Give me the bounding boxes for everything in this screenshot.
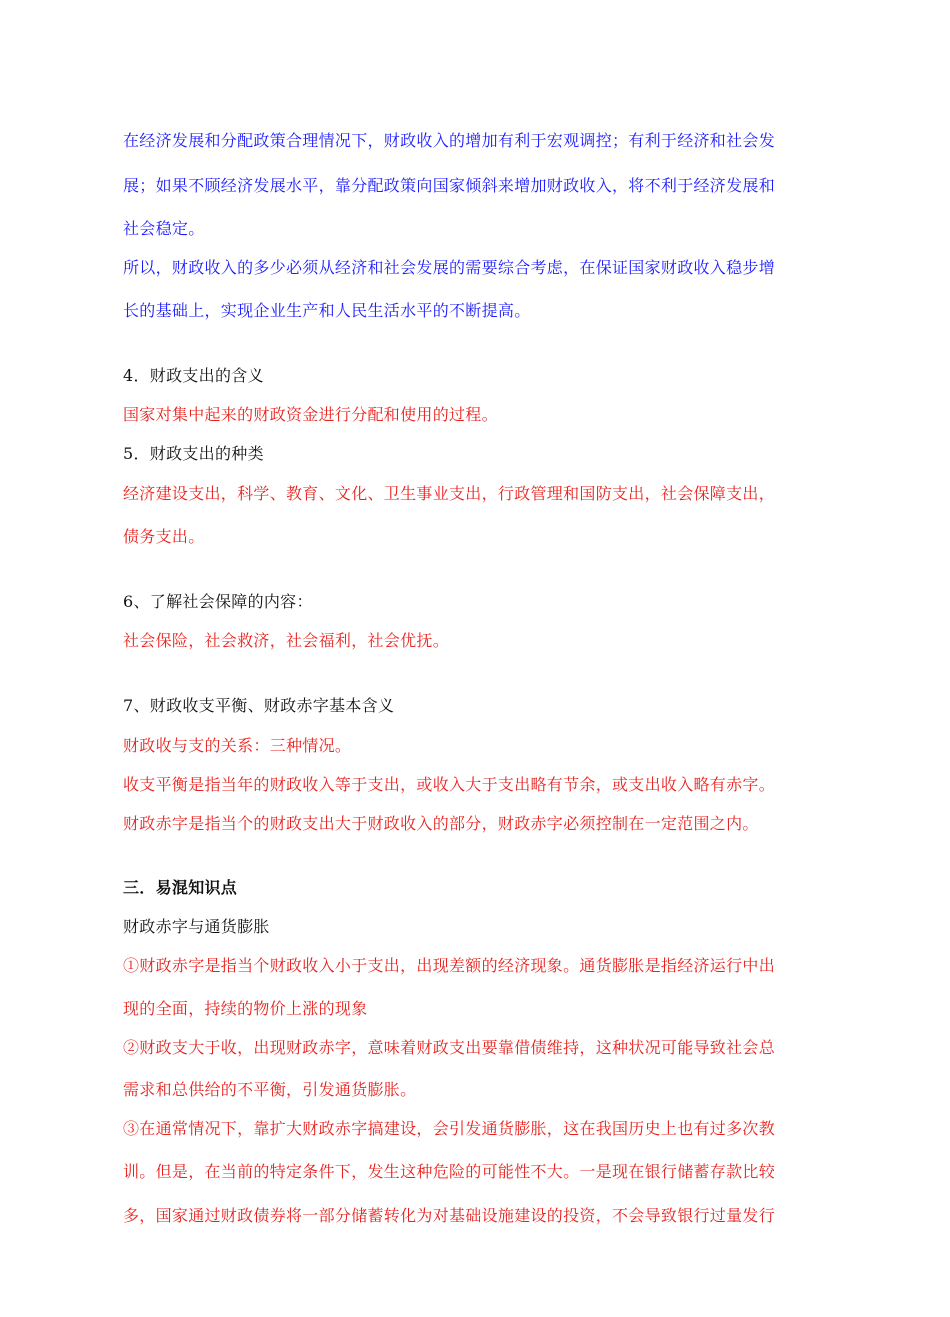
answer-line: 训。但是，在当前的特定条件下，发生这种危险的可能性不大。一是现在银行储蓄存款比较: [123, 1162, 776, 1181]
topic-title: 财政赤字与通货膨胀: [123, 917, 270, 936]
answer-line: 社会保险，社会救济，社会福利，社会优抚。: [123, 631, 450, 650]
paragraph-line: 在经济发展和分配政策合理情况下，财政收入的增加有利于宏观调控；有利于经济和社会发: [123, 131, 776, 150]
answer-line: ①财政赤字是指当个财政收入小于支出，出现差额的经济现象。通货膨胀是指经济运行中出: [123, 956, 776, 975]
answer-line: 经济建设支出，科学、教育、文化、卫生事业支出，行政管理和国防支出，社会保障支出，: [123, 484, 776, 503]
chapter-heading: 三．易混知识点: [123, 878, 238, 897]
section-heading: 4．财政支出的含义: [123, 366, 264, 385]
section-heading: 6、了解社会保障的内容：: [123, 592, 313, 611]
answer-line: 需求和总供给的不平衡，引发通货膨胀。: [123, 1080, 417, 1099]
answer-line: 财政收与支的关系：三种情况。: [123, 736, 352, 755]
paragraph-line: 长的基础上，实现企业生产和人民生活水平的不断提高。: [123, 301, 531, 320]
section-heading: 5．财政支出的种类: [123, 444, 264, 463]
paragraph-line: 社会稳定。: [123, 219, 205, 238]
paragraph-line: 所以，财政收入的多少必须从经济和社会发展的需要综合考虑，在保证国家财政收入稳步增: [123, 258, 776, 277]
answer-line: 现的全面，持续的物价上涨的现象: [123, 999, 368, 1018]
answer-line: ②财政支大于收，出现财政赤字，意味着财政支出要靠借债维持，这种状况可能导致社会总: [123, 1038, 776, 1057]
answer-line: ③在通常情况下，靠扩大财政赤字搞建设，会引发通货膨胀，这在我国历史上也有过多次教: [123, 1119, 776, 1138]
answer-line: 收支平衡是指当年的财政收入等于支出，或收入大于支出略有节余，或支出收入略有赤字。: [123, 775, 776, 794]
section-heading: 7、财政收支平衡、财政赤字基本含义: [123, 696, 395, 715]
paragraph-line: 展；如果不顾经济发展水平，靠分配政策向国家倾斜来增加财政收入，将不利于经济发展和: [123, 176, 776, 195]
answer-line: 债务支出。: [123, 527, 205, 546]
answer-line: 财政赤字是指当个的财政支出大于财政收入的部分，财政赤字必须控制在一定范围之内。: [123, 814, 759, 833]
answer-line: 多，国家通过财政债券将一部分储蓄转化为对基础设施建设的投资，不会导致银行过量发行: [123, 1206, 776, 1225]
answer-line: 国家对集中起来的财政资金进行分配和使用的过程。: [123, 405, 498, 424]
